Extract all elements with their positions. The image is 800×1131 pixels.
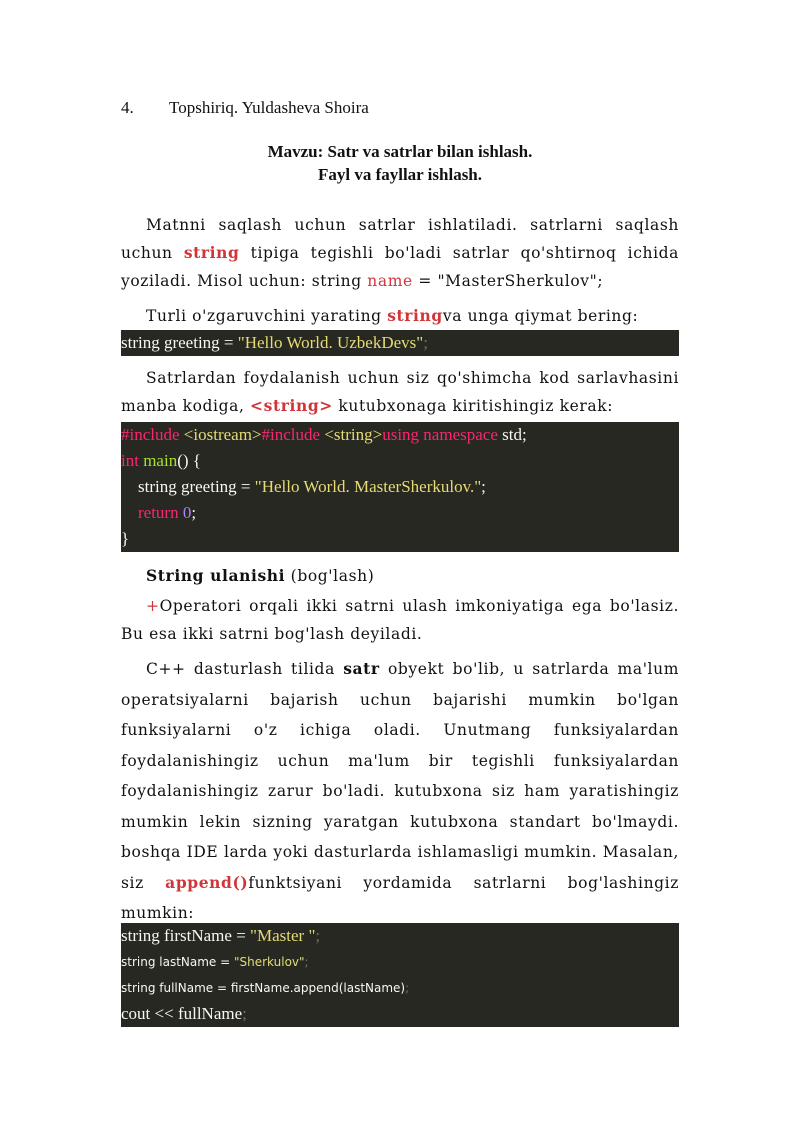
keyword-satr: satr <box>343 659 380 678</box>
code-line <box>121 526 679 552</box>
code-text: string firstName = <box>121 926 251 945</box>
code-semicolon: ; <box>242 1004 247 1023</box>
paragraph-intro <box>121 211 679 295</box>
text: = "MasterSherkulov"; <box>412 272 604 290</box>
keyword-name: name <box>367 272 413 290</box>
code-block-main <box>121 422 679 552</box>
code-line <box>121 923 679 949</box>
code-line <box>121 330 679 356</box>
paragraph-create-variable <box>121 302 679 330</box>
topic-title-line1: Mavzu: Satr va satrlar bilan ishlash. <box>267 142 533 161</box>
code-text: cout << fullName <box>121 1004 243 1023</box>
text: Turli o'zgaruvchini yarating <box>146 307 388 325</box>
keyword-append: append() <box>165 872 249 892</box>
code-semicolon: ; <box>191 503 197 522</box>
code-line <box>121 448 679 474</box>
task-number: 4. <box>121 98 134 117</box>
code-line <box>121 500 679 526</box>
code-text: string lastName = <box>121 955 234 969</box>
paragraph-include <box>121 364 679 420</box>
code-text: std; <box>497 425 527 444</box>
code-line <box>121 1001 679 1027</box>
text: va unga qiymat bering: <box>442 307 639 325</box>
code-string: "Hello World. UzbekDevs" <box>237 333 424 352</box>
code-text: string fullName = firstName.append(lastName) <box>121 981 406 995</box>
code-header: <string> <box>320 425 383 444</box>
code-text: string greeting = <box>121 477 255 496</box>
code-function: main <box>138 451 178 470</box>
code-semicolon: ; <box>481 477 486 496</box>
code-semicolon: ; <box>304 955 309 969</box>
text: tipiga tegishli bo'ladi satrlar qo'shtirnoq ichida yoziladi. Misol uchun: string <box>121 244 680 290</box>
text: C++ dasturlash tilida <box>146 660 344 678</box>
text: funktsiyani yordamida satrlarni bog'lashingiz mumkin: <box>121 873 679 922</box>
text: (bog'lash) <box>285 567 375 585</box>
code-directive: #include <box>261 425 321 444</box>
task-title: Topshiriq. Yuldasheva Shoira <box>169 98 369 117</box>
text: Satrlardan foydalanish uchun siz qo'shimcha kod sarlavhasini manba kodiga, <box>121 369 679 415</box>
code-header: <iostream> <box>179 425 262 444</box>
code-text: } <box>121 529 130 548</box>
text: Operatori orqali ikki satrni ulash imkoniyatiga ega bo'lasiz. Bu esa ikki satrni bog'lash deyiladi. <box>121 597 679 643</box>
code-line <box>121 949 679 975</box>
code-number: 0 <box>178 503 192 522</box>
code-keyword: using namespace <box>382 425 498 444</box>
keyword-string: string <box>387 306 443 325</box>
code-type: int <box>121 451 139 470</box>
code-keyword: return <box>121 503 179 522</box>
code-text: () { <box>177 451 201 470</box>
code-line <box>121 975 679 1001</box>
code-string: "Sherkulov" <box>234 955 305 969</box>
task-heading <box>121 96 369 120</box>
text: obyekt bo'lib, u satrlarda ma'lum operatsiyalarni bajarish uchun bajarishi mumkin bo'lgan funksiyalarni o'z ichiga oladi. Unutmang funksiyalardan foydalanishingiz uchun ma'lum bir tegishli funksiyalardan foydalanishingiz zarur bo'ladi. kutubxona siz ham yaratishingiz mumkin lekin sizning yaratgan kutubxona standart bo'lmaydi. boshqa IDE larda yoki dasturlarda ishlamasligi mumkin. Masalan, siz <box>121 660 679 892</box>
code-semicolon: ; <box>315 926 321 945</box>
code-semicolon: ; <box>423 333 428 352</box>
text: Matnni saqlash uchun satrlar ishlatiladi. satrlarni saqlash uchun <box>121 216 679 262</box>
code-block-append <box>121 923 679 1027</box>
code-string: "Hello World. MasterSherkulov." <box>254 477 482 496</box>
paragraph-concat-heading <box>121 562 679 590</box>
paragraph-append <box>121 654 679 929</box>
code-semicolon: ; <box>405 981 410 995</box>
code-block-greeting <box>121 330 679 356</box>
paragraph-plus-operator <box>121 592 679 648</box>
code-text: string greeting = <box>121 333 238 352</box>
section-label: String ulanishi <box>146 566 286 585</box>
plus-operator: + <box>146 597 160 615</box>
topic-title-line2: Fayl va fayllar ishlash. <box>317 165 483 184</box>
text: kutubxonaga kiritishingiz kerak: <box>332 397 614 415</box>
keyword-string-header: <string> <box>250 396 333 415</box>
keyword-string: string <box>183 243 240 262</box>
code-string: "Master " <box>250 926 316 945</box>
code-line <box>121 474 679 500</box>
topic-title <box>121 140 679 186</box>
code-line <box>121 422 679 448</box>
code-directive: #include <box>121 425 180 444</box>
